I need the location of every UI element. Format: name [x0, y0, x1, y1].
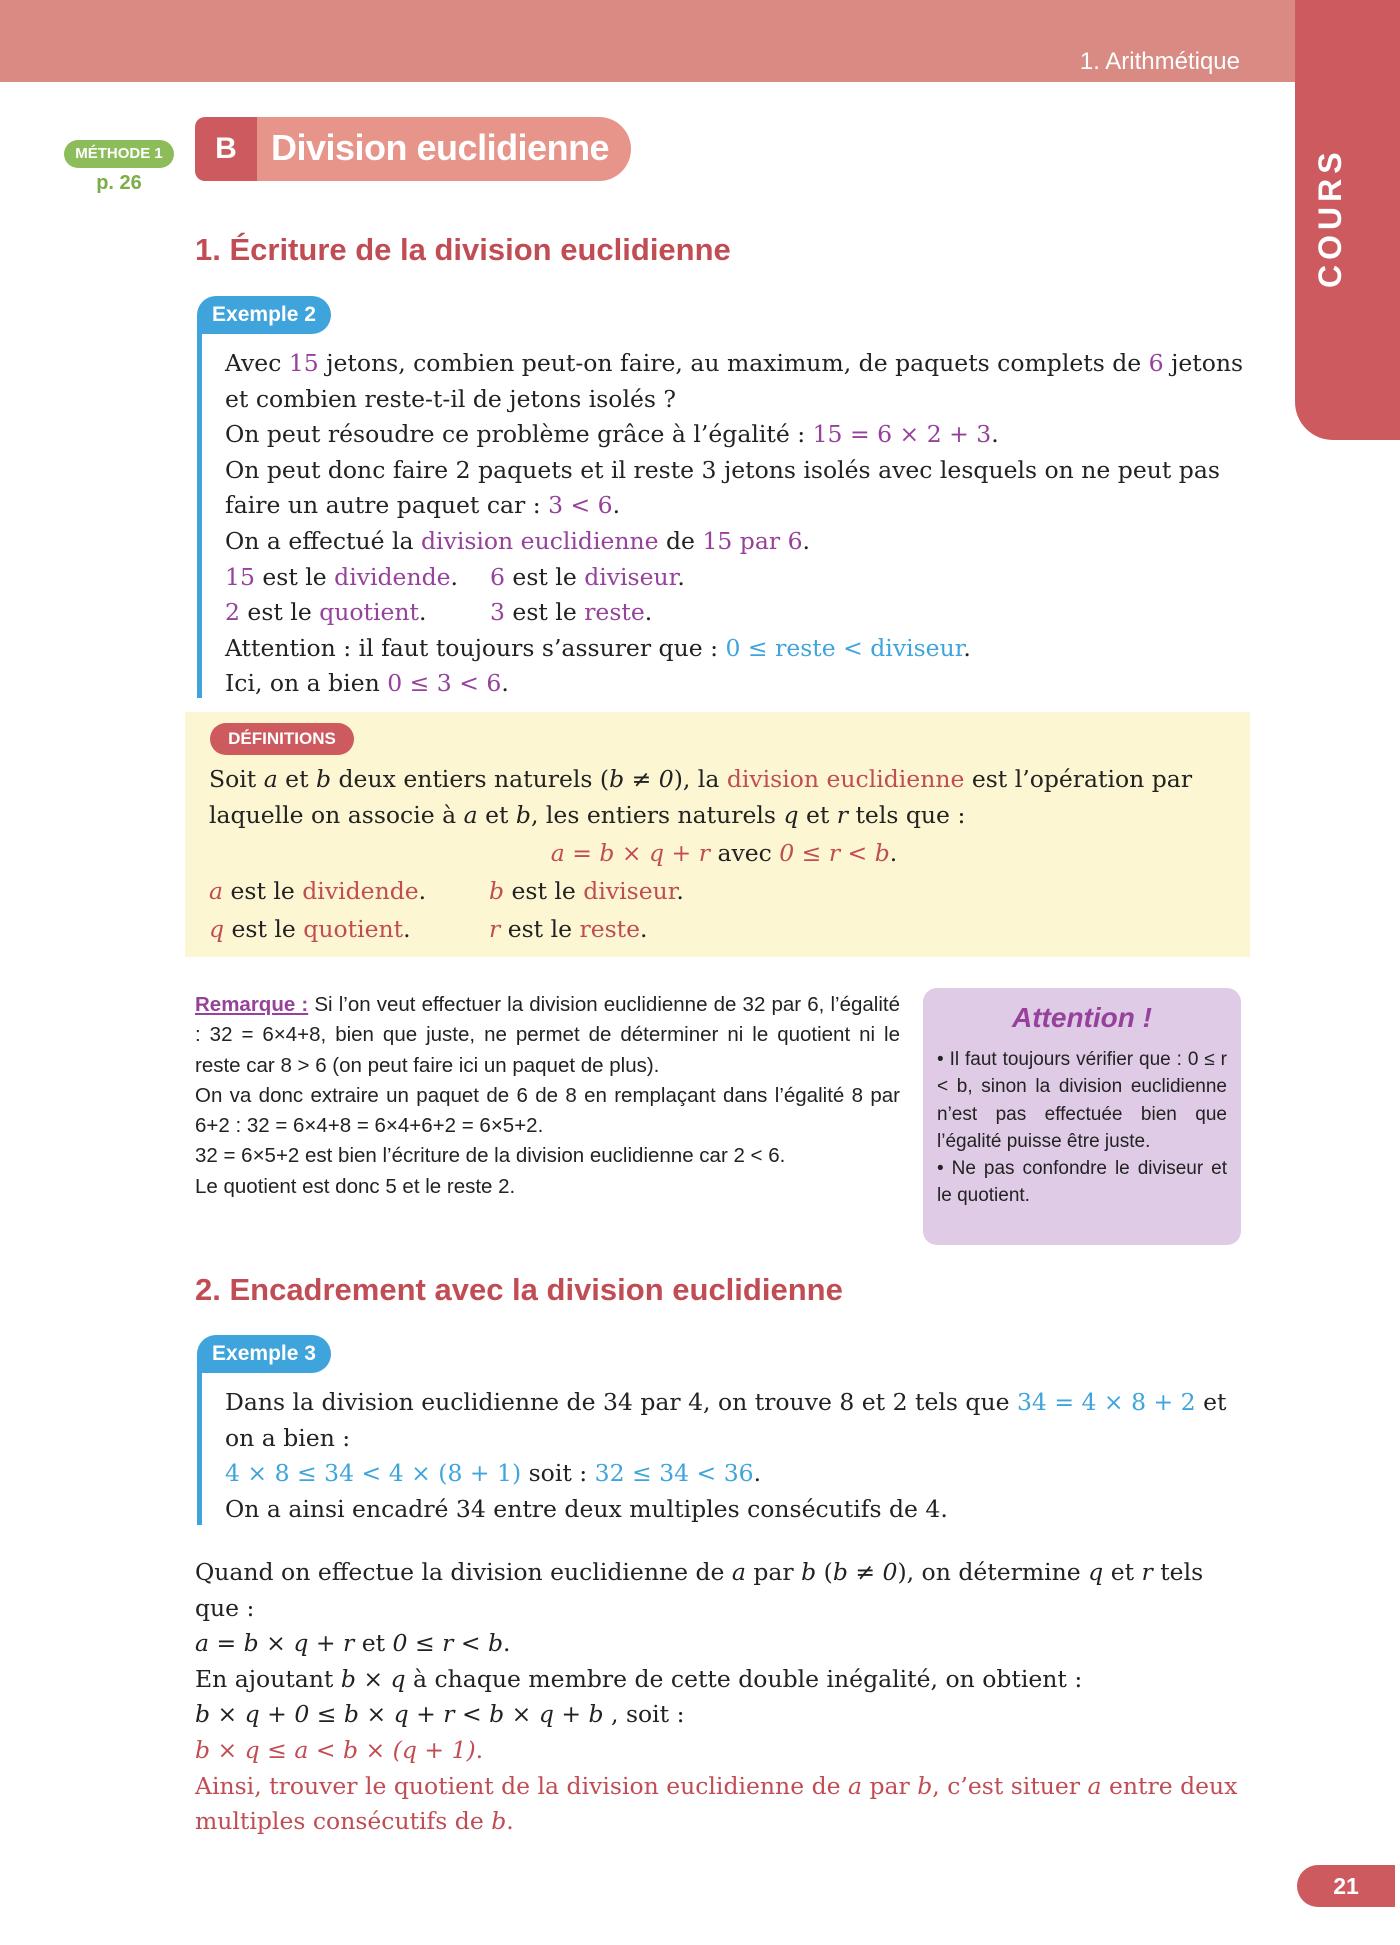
- section-letter: B: [195, 117, 257, 181]
- definition-text: Soit a et b deux entiers naturels (b ≠ 0), la division euclidienne est l’opération par laquelle on associe à a et b, les entiers naturels q et r tels que :: [209, 765, 1193, 829]
- example-2-line: Avec 15 jetons, combien peut-on faire, au maximum, de paquets complets de 6 jetons et combien reste-t-il de jetons isolés ?: [225, 349, 1244, 413]
- example-3-line: On a ainsi encadré 34 entre deux multiples consécutifs de 4.: [225, 1494, 948, 1523]
- attention-body: [937, 1046, 1227, 1210]
- remark-block: [195, 990, 900, 1202]
- example-2-tag: Exemple 2: [197, 296, 331, 334]
- remark-paragraph: Le quotient est donc 5 et le reste 2.: [195, 1174, 516, 1198]
- subsection-title-2: 2. Encadrement avec la division euclidienne: [195, 1272, 843, 1307]
- example-2-line: Ici, on a bien 0 ≤ 3 < 6.: [225, 669, 509, 698]
- example-3-tag: Exemple 3: [197, 1335, 331, 1373]
- remark-paragraph: 32 = 6×5+2 est bien l’écriture de la division euclidienne car 2 < 6.: [195, 1144, 786, 1168]
- side-tab-label: COURS: [1312, 147, 1348, 288]
- example-3-body: [225, 1385, 1245, 1527]
- methode-page-ref[interactable]: p. 26: [96, 172, 142, 194]
- example-2-line: Attention : il faut toujours s’assurer que : 0 ≤ reste < diviseur.: [225, 633, 971, 662]
- definition-terms: q est le quotient. r est le reste.: [209, 915, 648, 943]
- closing-line: a = b × q + r et 0 ≤ r < b.: [195, 1629, 511, 1658]
- example-2-bar: [197, 330, 202, 698]
- definitions-tag: DÉFINITIONS: [210, 723, 354, 755]
- remark-paragraph: Remarque : Si l’on veut effectuer la division euclidienne de 32 par 6, l’égalité : 32 = 6×4+8, bien que juste, ne permet de déterminer ni le quotient ni le reste car 8 > 6 (on peut faire ici un paquet de plus).: [195, 993, 900, 1077]
- definition-formula: a = b × q + r avec 0 ≤ r < b.: [550, 839, 898, 867]
- attention-bullet: • Il faut toujours vérifier que : 0 ≤ r < b, sinon la division euclidienne n’est pas effectuée bien que l’égalité puisse être juste.: [937, 1049, 1227, 1152]
- closing-text: [195, 1555, 1245, 1840]
- closing-line: Quand on effectue la division euclidienne de a par b (b ≠ 0), on détermine q et r tels que :: [195, 1558, 1204, 1622]
- page-number: 21: [1297, 1865, 1395, 1907]
- example-2-line: 15 est le dividende. 6 est le diviseur.: [225, 562, 685, 591]
- remark-label: Remarque :: [195, 993, 309, 1016]
- section-heading: [195, 117, 631, 181]
- methode-badge[interactable]: MÉTHODE 1: [64, 140, 174, 168]
- closing-line: En ajoutant b × q à chaque membre de cette double inégalité, on obtient :: [195, 1664, 1083, 1693]
- closing-line: b × q ≤ a < b × (q + 1).: [195, 1735, 484, 1764]
- example-2-line: On a effectué la division euclidienne de 15 par 6.: [225, 526, 811, 555]
- example-2-line: On peut résoudre ce problème grâce à l’égalité : 15 = 6 × 2 + 3.: [225, 420, 999, 449]
- closing-conclusion: Ainsi, trouver le quotient de la division euclidienne de a par b, c’est situer a entre deux multiples consécutifs de b.: [195, 1771, 1238, 1836]
- section-title: Division euclidienne: [257, 117, 631, 181]
- subsection-title-1: 1. Écriture de la division euclidienne: [195, 232, 731, 267]
- attention-title: Attention !: [1012, 1002, 1152, 1033]
- example-3-line: Dans la division euclidienne de 34 par 4, on trouve 8 et 2 tels que 34 = 4 × 8 + 2 et on a bien :: [225, 1388, 1227, 1452]
- example-3-line: 4 × 8 ≤ 34 < 4 × (8 + 1) soit : 32 ≤ 34 < 36.: [225, 1459, 762, 1488]
- attention-bullet: • Ne pas confondre le diviseur et le quotient.: [937, 1158, 1227, 1207]
- example-2-body: [225, 346, 1245, 702]
- closing-line: b × q + 0 ≤ b × q + r < b × q + b , soit :: [195, 1700, 685, 1729]
- example-2-line: 2 est le quotient. 3 est le reste.: [225, 598, 653, 627]
- remark-paragraph: On va donc extraire un paquet de 6 de 8 en remplaçant dans l’égalité 8 par 6+2 : 32 = 6×4+8 = 6×4+6+2 = 6×5+2.: [195, 1083, 900, 1138]
- definition-terms: a est le dividende. b est le diviseur.: [209, 877, 684, 905]
- example-2-line: On peut donc faire 2 paquets et il reste 3 jetons isolés avec lesquels on ne peut pas faire un autre paquet car : 3 < 6.: [225, 455, 1220, 520]
- chapter-title: 1. Arithmétique: [1079, 48, 1240, 75]
- example-3-bar: [197, 1369, 202, 1525]
- definitions-body: [209, 761, 1239, 947]
